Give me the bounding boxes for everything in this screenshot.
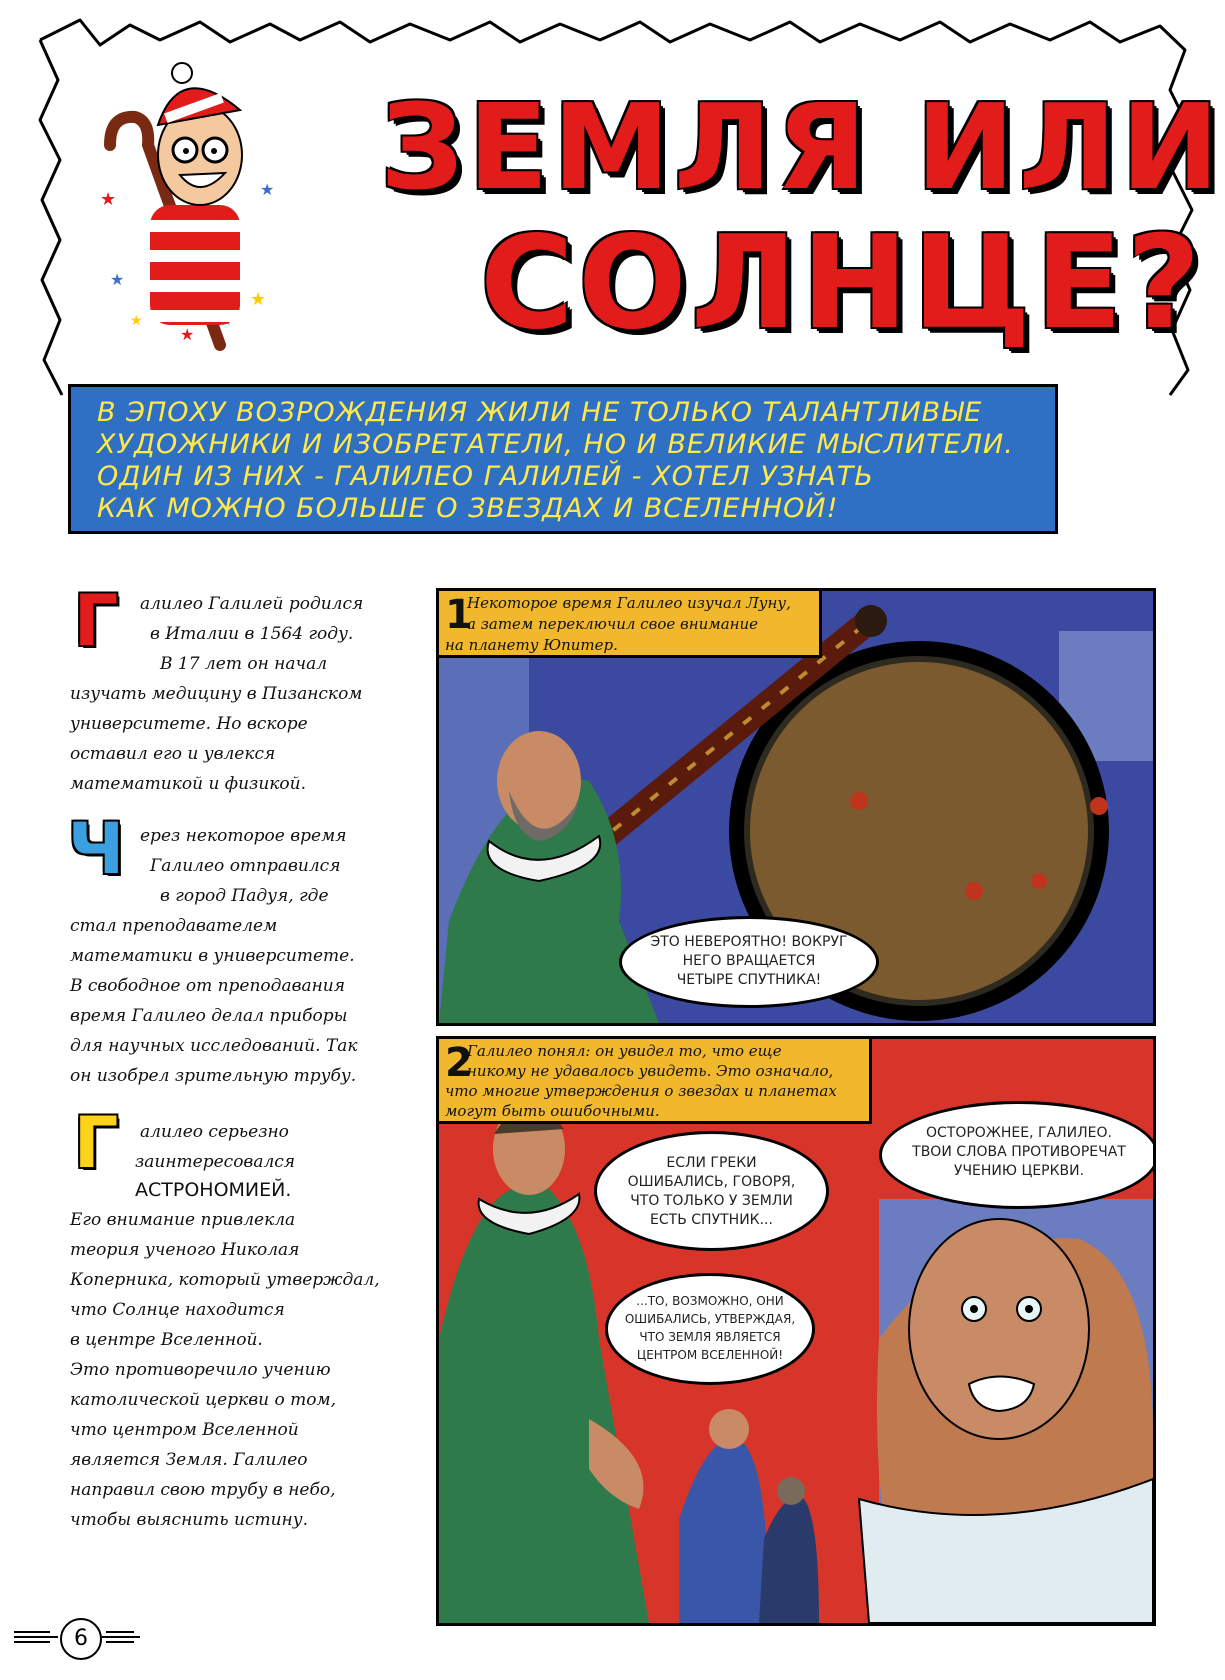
bubble-line: НЕГО ВРАЩАЕТСЯ bbox=[682, 953, 816, 969]
caption-line: а затем переключил свое внимание bbox=[467, 615, 759, 633]
bubble-line: ТВОИ СЛОВА ПРОТИВОРЕЧАТ bbox=[912, 1144, 1126, 1160]
panel-number: 1 bbox=[445, 592, 473, 638]
paragraph-line: что Солнце находится bbox=[70, 1300, 285, 1320]
waldo-illustration bbox=[80, 55, 290, 355]
bubble-line: ...ТО, ВОЗМОЖНО, ОНИ bbox=[636, 1294, 784, 1308]
caption-line: Некоторое время Галилео изучал Луну, bbox=[467, 594, 791, 612]
caption-line: Галилео понял: он увидел то, что еще bbox=[467, 1042, 782, 1060]
paragraph-line: в город Падуя, где bbox=[160, 886, 329, 906]
caption-line: могут быть ошибочными. bbox=[445, 1102, 660, 1120]
svg-text:★: ★ bbox=[250, 289, 267, 310]
bubble-line: ЧЕТЫРЕ СПУТНИКА! bbox=[676, 972, 822, 988]
drop-cap: Г bbox=[73, 580, 119, 662]
intro-banner bbox=[68, 384, 1058, 534]
paragraph-line: В 17 лет он начал bbox=[160, 654, 328, 674]
intro-line: КАК МОЖНО БОЛЬШЕ О ЗВЕЗДАХ И ВСЕЛЕННОЙ! bbox=[97, 493, 839, 524]
paragraph-line: время Галилео делал приборы bbox=[70, 1006, 348, 1026]
svg-text:★: ★ bbox=[110, 270, 125, 289]
paragraph-line: Галилео отправился bbox=[150, 856, 341, 876]
page-title-line-2: СОЛНЦЕ? bbox=[480, 209, 1205, 358]
paragraph-line: он изобрел зрительную трубу. bbox=[70, 1066, 357, 1086]
paragraph-line: католической церкви о том, bbox=[70, 1390, 337, 1410]
paragraph-line: является Земля. Галилео bbox=[70, 1450, 308, 1470]
intro-line: В ЭПОХУ ВОЗРОЖДЕНИЯ ЖИЛИ НЕ ТОЛЬКО ТАЛАНТЛИВЫЕ bbox=[97, 397, 983, 428]
paragraph-line: заинтересовался bbox=[135, 1152, 296, 1172]
paragraph-line: чтобы выяснить истину. bbox=[70, 1510, 308, 1530]
paragraph-line: В свободное от преподавания bbox=[70, 976, 346, 996]
bubble-line: ОСТОРОЖНЕЕ, ГАЛИЛЕО. bbox=[926, 1125, 1112, 1141]
caption-line: что многие утверждения о звездах и планетах bbox=[445, 1082, 837, 1100]
bubble-line: ЕСТЬ СПУТНИК... bbox=[650, 1212, 773, 1228]
comic-panel-2 bbox=[436, 1036, 1156, 1626]
comic-panel-1 bbox=[436, 588, 1156, 1026]
panel-2-caption bbox=[436, 1036, 872, 1124]
paragraph-line: алилео серьезно bbox=[140, 1122, 289, 1142]
svg-text:★: ★ bbox=[130, 313, 143, 329]
svg-text:★: ★ bbox=[100, 189, 117, 210]
paragraph-line: Его внимание привлекла bbox=[70, 1210, 296, 1230]
svg-text:★: ★ bbox=[180, 325, 195, 344]
caption-line: никому не удавалось увидеть. Это означало, bbox=[467, 1062, 834, 1080]
paragraph-line: математикой и физикой. bbox=[70, 774, 307, 794]
intro-line: ХУДОЖНИКИ И ИЗОБРЕТАТЕЛИ, НО И ВЕЛИКИЕ МЫСЛИТЕЛИ. bbox=[97, 429, 1014, 460]
svg-text:★: ★ bbox=[260, 180, 275, 199]
bubble-line: ЧТО ЗЕМЛЯ ЯВЛЯЕТСЯ bbox=[639, 1330, 781, 1344]
bubble-line: ОШИБАЛИСЬ, ГОВОРЯ, bbox=[627, 1174, 796, 1190]
paragraph-line: стал преподавателем bbox=[70, 916, 278, 936]
speech-bubble-earth-center bbox=[605, 1273, 815, 1385]
bubble-line: ЭТО НЕВЕРОЯТНО! ВОКРУГ bbox=[650, 934, 848, 950]
paragraph-line: университете. Но вскоре bbox=[70, 714, 308, 734]
paragraph-line: для научных исследований. Так bbox=[70, 1036, 358, 1056]
paragraph-line: Коперника, который утверждал, bbox=[70, 1270, 380, 1290]
paragraph-line: теория ученого Николая bbox=[70, 1240, 300, 1260]
drop-cap: Г bbox=[73, 1102, 119, 1184]
paragraph-line: ерез некоторое время bbox=[140, 826, 347, 846]
bubble-line: ЧТО ТОЛЬКО У ЗЕМЛИ bbox=[630, 1193, 793, 1209]
paragraph-line: что центром Вселенной bbox=[70, 1420, 299, 1440]
paragraph-line: оставил его и увлекся bbox=[70, 744, 276, 764]
speech-bubble-greeks bbox=[594, 1131, 829, 1251]
bubble-line: ОШИБАЛИСЬ, УТВЕРЖДАЯ, bbox=[624, 1312, 796, 1326]
page-number: 6 bbox=[60, 1618, 102, 1660]
bubble-line: УЧЕНИЮ ЦЕРКВИ. bbox=[953, 1163, 1085, 1179]
speech-bubble-jupiter bbox=[619, 916, 879, 1008]
panel-1-caption bbox=[436, 588, 822, 658]
paragraph-line: Это противоречило учению bbox=[70, 1360, 331, 1380]
paragraph-line: алилео Галилей родился bbox=[140, 594, 364, 614]
page-number-ornament bbox=[10, 1612, 150, 1662]
intro-line: ОДИН ИЗ НИХ - ГАЛИЛЕО ГАЛИЛЕЙ - ХОТЕЛ УЗНАТЬ bbox=[97, 461, 874, 492]
bubble-line: ЕСЛИ ГРЕКИ bbox=[666, 1155, 757, 1171]
speech-bubble-warning bbox=[879, 1101, 1156, 1209]
panel-number: 2 bbox=[445, 1040, 473, 1086]
page-title-line-1: ЗЕМЛЯ ИЛИ bbox=[380, 78, 1224, 216]
paragraph-line: направил свою трубу в небо, bbox=[70, 1480, 336, 1500]
drop-cap: Ч bbox=[67, 808, 125, 890]
paragraph-line: в Италии в 1564 году. bbox=[150, 624, 354, 644]
paragraph-line: в центре Вселенной. bbox=[70, 1330, 263, 1350]
bubble-line: ЦЕНТРОМ ВСЕЛЕННОЙ! bbox=[636, 1348, 784, 1362]
paragraph-line: изучать медицину в Пизанском bbox=[70, 684, 363, 704]
paragraph-line-emphasis: АСТРОНОМИЕЙ. bbox=[135, 1179, 292, 1201]
paragraph-line: математики в университете. bbox=[70, 946, 355, 966]
caption-line: на планету Юпитер. bbox=[445, 636, 618, 654]
